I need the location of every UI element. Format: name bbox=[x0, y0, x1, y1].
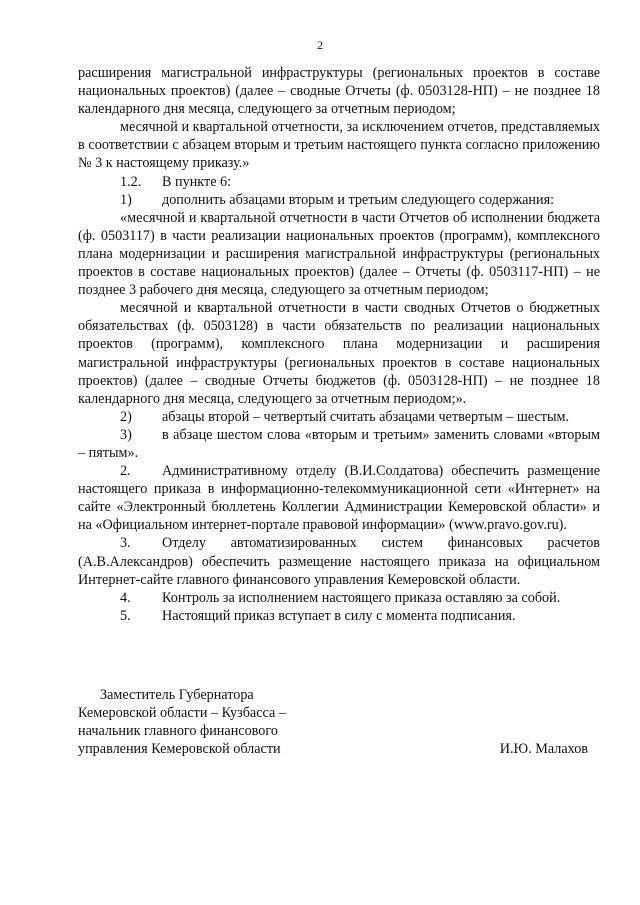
signer-title-line: начальник главного финансового bbox=[78, 723, 278, 740]
item-number: 3. bbox=[120, 535, 131, 552]
signer-title-line: Кемеровской области – Кузбасса – bbox=[78, 705, 286, 722]
numbered-item bbox=[78, 173, 600, 191]
numbered-item bbox=[78, 534, 600, 588]
numbered-item bbox=[78, 607, 600, 625]
item-text: Настоящий приказ вступает в силу с момента подписания. bbox=[162, 607, 516, 624]
item-text: в абзаце шестом слова «вторым и третьим» заменить словами «вторым – пятым». bbox=[78, 426, 600, 461]
signer-title-line: управления Кемеровской области bbox=[78, 741, 281, 758]
numbered-item bbox=[78, 426, 600, 462]
paragraph: месячной и квартальной отчетности, за исключением отчетов, представляемых в соответствии с абзацем вторым и третьим настоящего пункта согласно приложению № 3 к настоящему приказу.» bbox=[78, 119, 600, 172]
page-number: 2 bbox=[317, 38, 323, 52]
signer-title-line: Заместитель Губернатора bbox=[100, 687, 254, 703]
item-text: Административному отделу (В.И.Солдатова) обеспечить размещение настоящего приказа в информационно-телекоммуникационной сети «Интернет» на сайте «Электронный бюллетень Коллегии Администрации Кемеровской области» и на «Официальном интернет-портале правовой информации» (www.pravo.gov.ru). bbox=[78, 463, 600, 534]
paragraph: расширения магистральной инфраструктуры (региональных проектов в составе национальных проектов) (далее – сводные Отчеты (ф. 0503128-НП) – не позднее 18 календарного дня месяца, следующего за отчетным периодом; bbox=[78, 65, 600, 118]
item-text: дополнить абзацами вторым и третьим следующего содержания: bbox=[162, 191, 555, 208]
paragraph: «месячной и квартальной отчетности в части Отчетов об исполнении бюджета (ф. 0503117) в части реализации национальных проектов (программ), комплексного плана модернизации и расширения магистральной инфраструктуры (региональных проектов в составе национальных проектов) (далее – Отчеты (ф. 0503117-НП) – не позднее 3 рабочего дня месяца, следующего за отчетным периодом; bbox=[78, 209, 600, 299]
item-number: 1.2. bbox=[120, 173, 142, 190]
item-number: 4. bbox=[120, 589, 131, 606]
item-number: 2) bbox=[120, 408, 132, 425]
item-text: абзацы второй – четвертый считать абзацами четвертым – шестым. bbox=[162, 408, 569, 425]
signer-name: И.Ю. Малахов bbox=[499, 741, 588, 757]
item-number: 3) bbox=[120, 426, 132, 443]
item-text: Контроль за исполнением настоящего приказа оставляю за собой. bbox=[162, 589, 561, 606]
item-number: 2. bbox=[120, 463, 131, 480]
item-text: Отделу автоматизированных систем финансовых расчетов (А.В.Александров) обеспечить размещение настоящего приказа на официальном Интернет-сайте главного финансового управления Кемеровской области. bbox=[78, 535, 600, 588]
document-body bbox=[78, 64, 600, 625]
paragraph: месячной и квартальной отчетности в части сводных Отчетов о бюджетных обязательствах (ф. 0503128) в части обязательств по реализации национальных проектов (программ), комплексного плана модернизации и расширения магистральной инфраструктуры (региональных проектов в составе национальных проектов) (далее – сводные Отчеты бюджетов (ф. 0503128-НП) – не позднее 18 календарного дня месяца, следующего за отчетным периодом;». bbox=[78, 300, 600, 407]
numbered-item bbox=[78, 462, 600, 534]
numbered-item bbox=[78, 191, 600, 209]
numbered-item bbox=[78, 408, 600, 426]
item-number: 5. bbox=[120, 607, 131, 624]
item-number: 1) bbox=[120, 191, 132, 208]
numbered-item bbox=[78, 589, 600, 607]
item-text: В пункте 6: bbox=[162, 173, 232, 190]
signature-block bbox=[78, 686, 600, 758]
